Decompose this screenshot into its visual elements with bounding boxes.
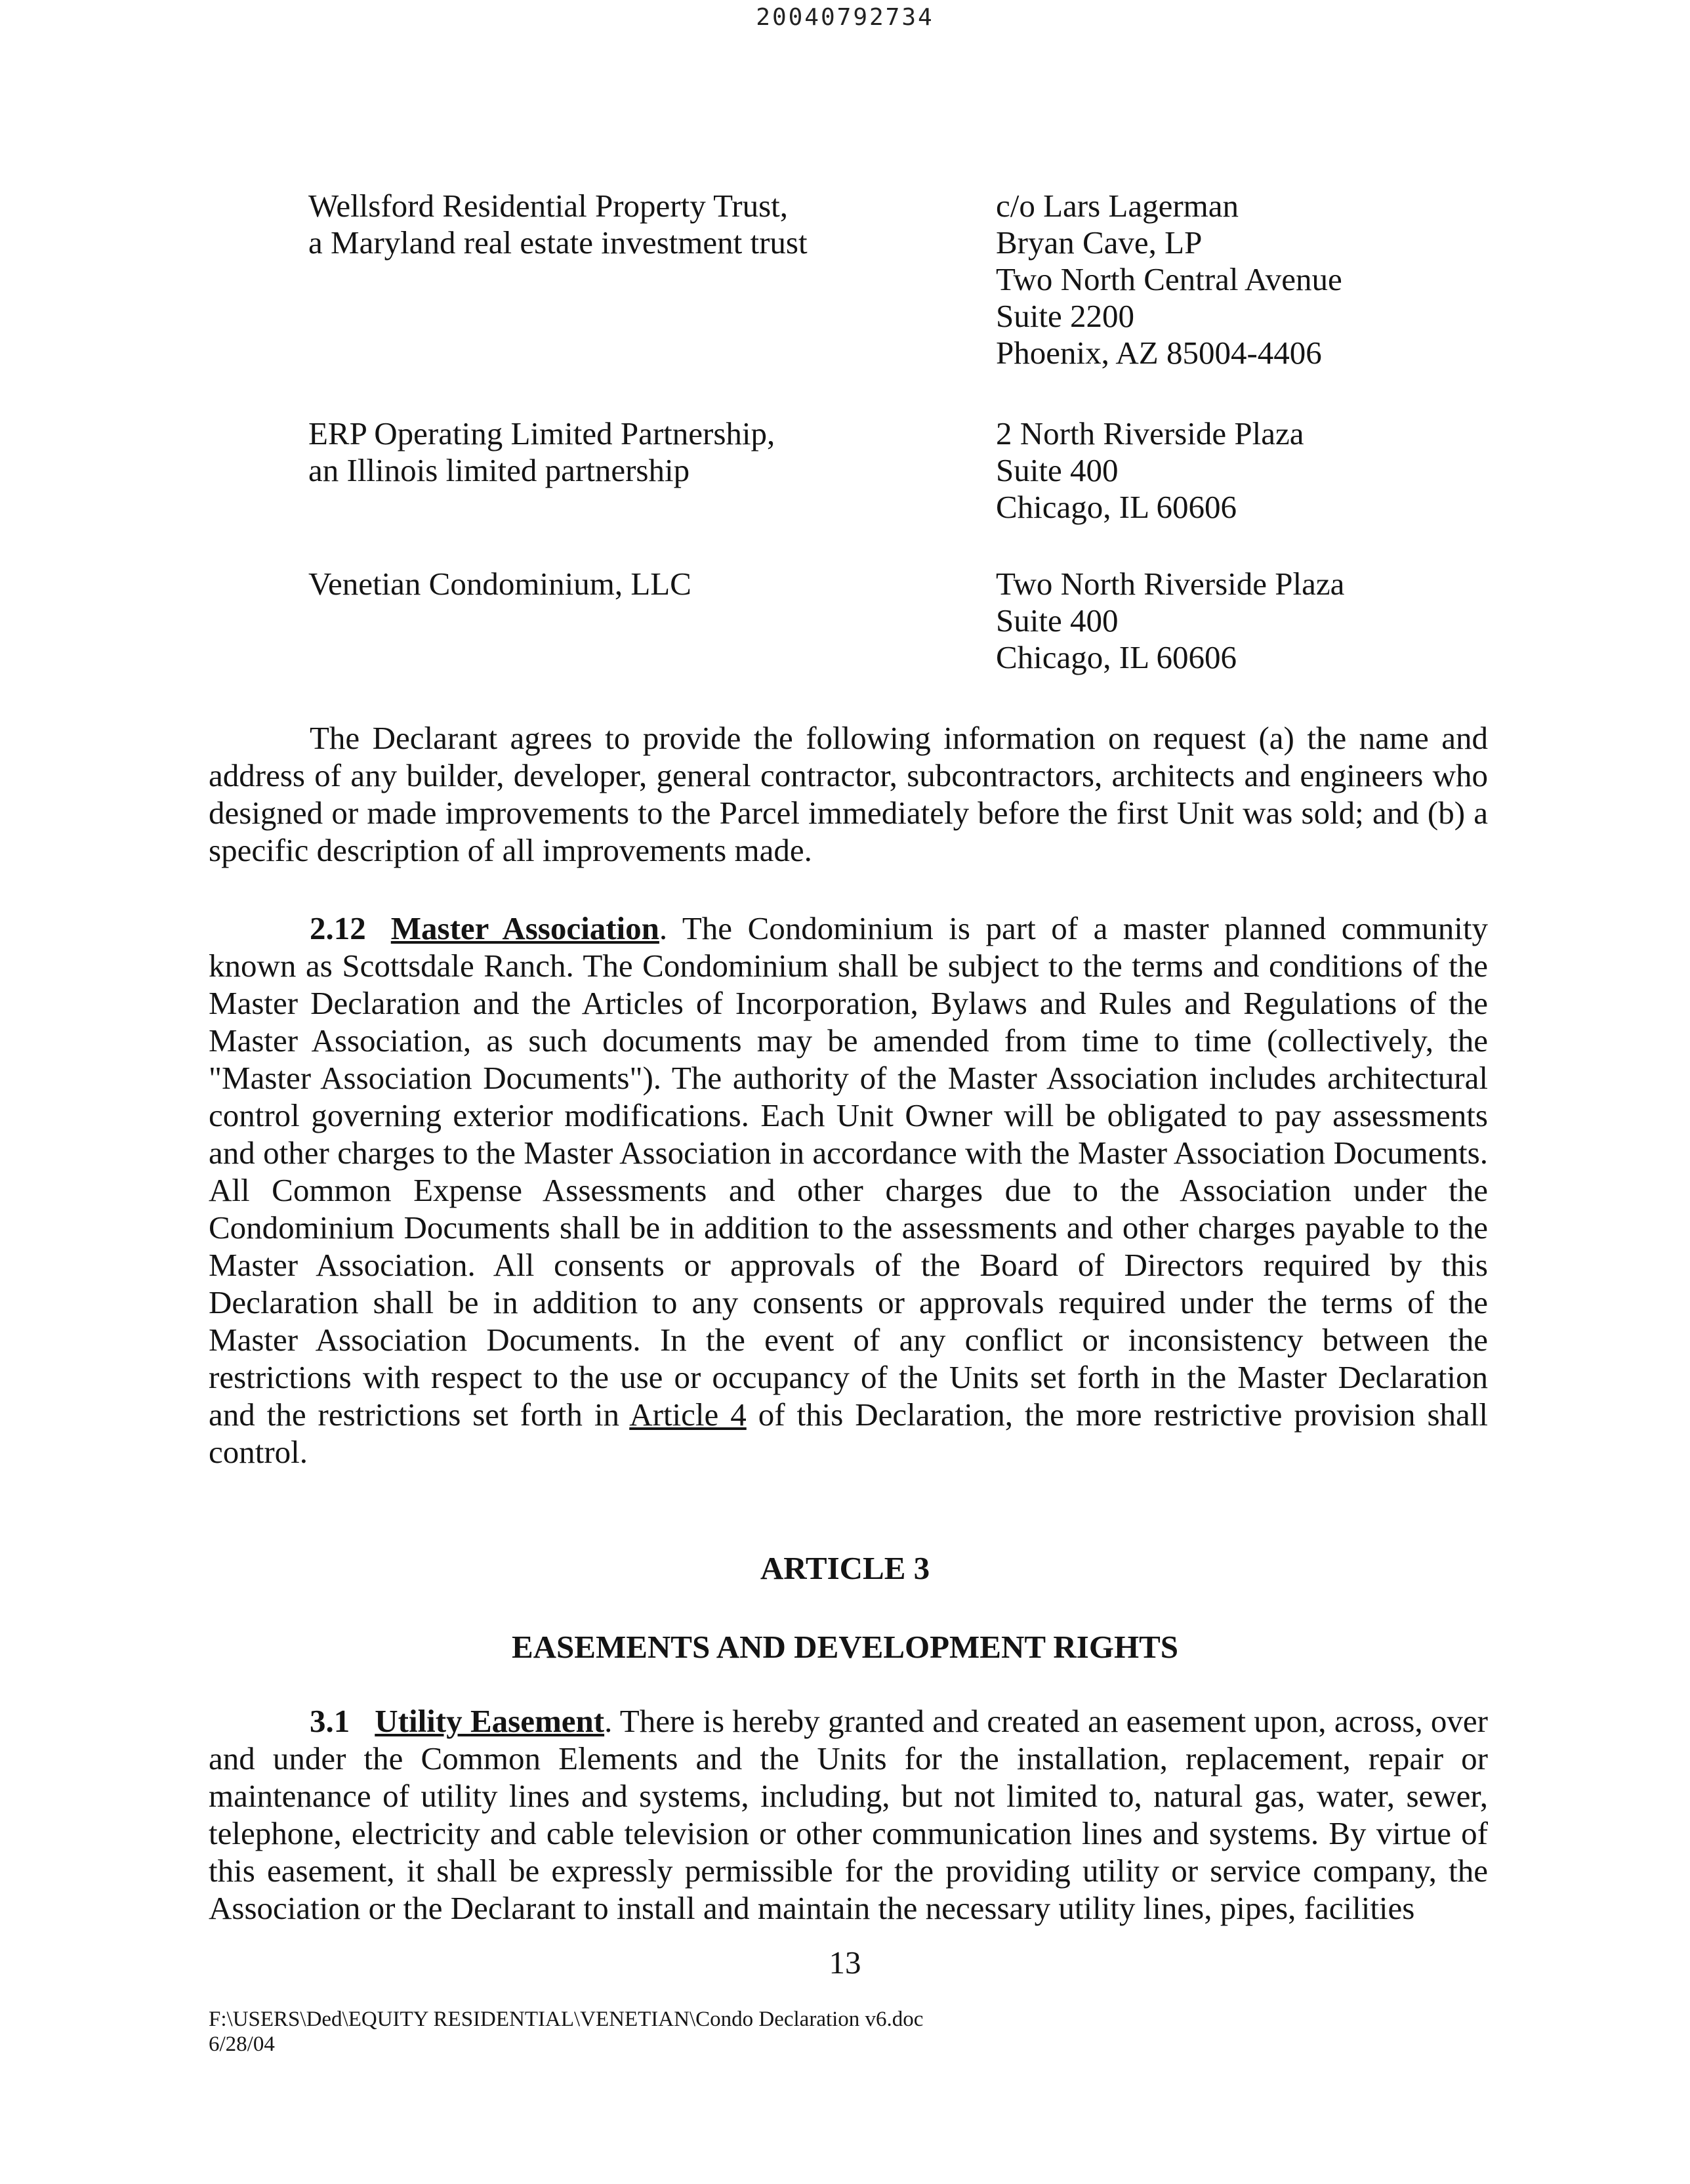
article-reference: Article 4 xyxy=(629,1396,747,1433)
address-line: Phoenix, AZ 85004-4406 xyxy=(996,335,1322,371)
party-name-line: a Maryland real estate investment trust xyxy=(308,224,808,261)
section-title: Utility Easement xyxy=(375,1703,605,1739)
article-number-heading: ARTICLE 3 xyxy=(760,1550,930,1586)
party-address-block-1 xyxy=(996,188,1342,371)
footer-date: 6/28/04 xyxy=(209,2032,275,2056)
party-name-block-2 xyxy=(308,415,775,489)
party-name-block-1 xyxy=(308,188,808,261)
declarant-text: The Declarant agrees to provide the following information on request (a) the name and address of any builder, developer, general contractor, subcontractors, architects and engineers who designed or made improvements to the Parcel immediately before the first Unit was sold; and (b) a specific description of all improvements made. xyxy=(209,720,1488,868)
party-name-line: ERP Operating Limited Partnership, xyxy=(308,415,775,452)
footer xyxy=(209,2007,923,2057)
page-number: 13 xyxy=(829,1944,861,1981)
section-title: Master Association xyxy=(390,910,659,946)
address-line: Suite 2200 xyxy=(996,298,1134,334)
address-line: Two North Central Avenue xyxy=(996,261,1342,297)
address-line: c/o Lars Lagerman xyxy=(996,188,1239,224)
address-line: Bryan Cave, LP xyxy=(996,224,1203,261)
article-title-heading: EASEMENTS AND DEVELOPMENT RIGHTS xyxy=(511,1629,1179,1665)
section-3-1 xyxy=(209,1702,1488,1927)
address-line: Suite 400 xyxy=(996,452,1119,488)
section-2-12 xyxy=(209,910,1488,1471)
section-number: 2.12 xyxy=(310,910,366,946)
declarant-paragraph xyxy=(209,719,1488,869)
section-body-end: of this Declaration, the more restrictive provision shall control. xyxy=(209,1396,1488,1470)
address-line: Two North Riverside Plaza xyxy=(996,566,1345,602)
footer-file-path: F:\USERS\Ded\EQUITY RESIDENTIAL\VENETIAN\Condo Declaration v6.doc xyxy=(209,2007,924,2031)
party-name-line: Wellsford Residential Property Trust, xyxy=(308,188,789,224)
party-name-block-3 xyxy=(308,566,691,602)
party-address-block-3 xyxy=(996,566,1344,676)
party-name-line: Venetian Condominium, LLC xyxy=(308,566,691,602)
address-line: Chicago, IL 60606 xyxy=(996,639,1237,675)
party-address-block-2 xyxy=(996,415,1304,526)
party-name-line: an Illinois limited partnership xyxy=(308,452,690,488)
section-body: . The Condominium is part of a master planned community known as Scottsdale Ranch. The Condominium shall be subject to the terms and conditions of the Master Declaration and the Articles of Incorporation, Bylaws and Rules and Regulations of the Master Association, as such documents may be amended from time to time (collectively, the "Master Association Documents"). The authority of the Master Association includes architectural control governing exterior modifications. Each Unit Owner will be obligated to pay assessments and other charges to the Master Association in accordance with the Master Association Documents. All Common Expense Assessments and other charges due to the Association under the Condominium Documents shall be in addition to the assessments and other charges payable to the Master Association. All consents or approvals of the Board of Directors required by this Declaration shall be in addition to any consents or approvals required under the terms of the Master Association Documents. In the event of any conflict or inconsistency between the restrictions with respect to the use or occupancy of the Units set forth in the Master Declaration and the restrictions set forth in xyxy=(209,910,1488,1433)
address-line: Suite 400 xyxy=(996,602,1119,639)
address-line: 2 North Riverside Plaza xyxy=(996,415,1304,452)
document-number: 20040792734 xyxy=(756,4,934,31)
section-number: 3.1 xyxy=(310,1703,350,1739)
address-line: Chicago, IL 60606 xyxy=(996,489,1237,525)
section-body: . There is hereby granted and created an easement upon, across, over and under the Common Elements and the Units for the installation, replacement, repair or maintenance of utility lines and systems, including, but not limited to, natural gas, water, sewer, telephone, electricity and cable television or other communication lines and systems. By virtue of this easement, it shall be expressly permissible for the providing utility or service company, the Association or the Declarant to install and maintain the necessary utility lines, pipes, facilities xyxy=(209,1703,1488,1926)
